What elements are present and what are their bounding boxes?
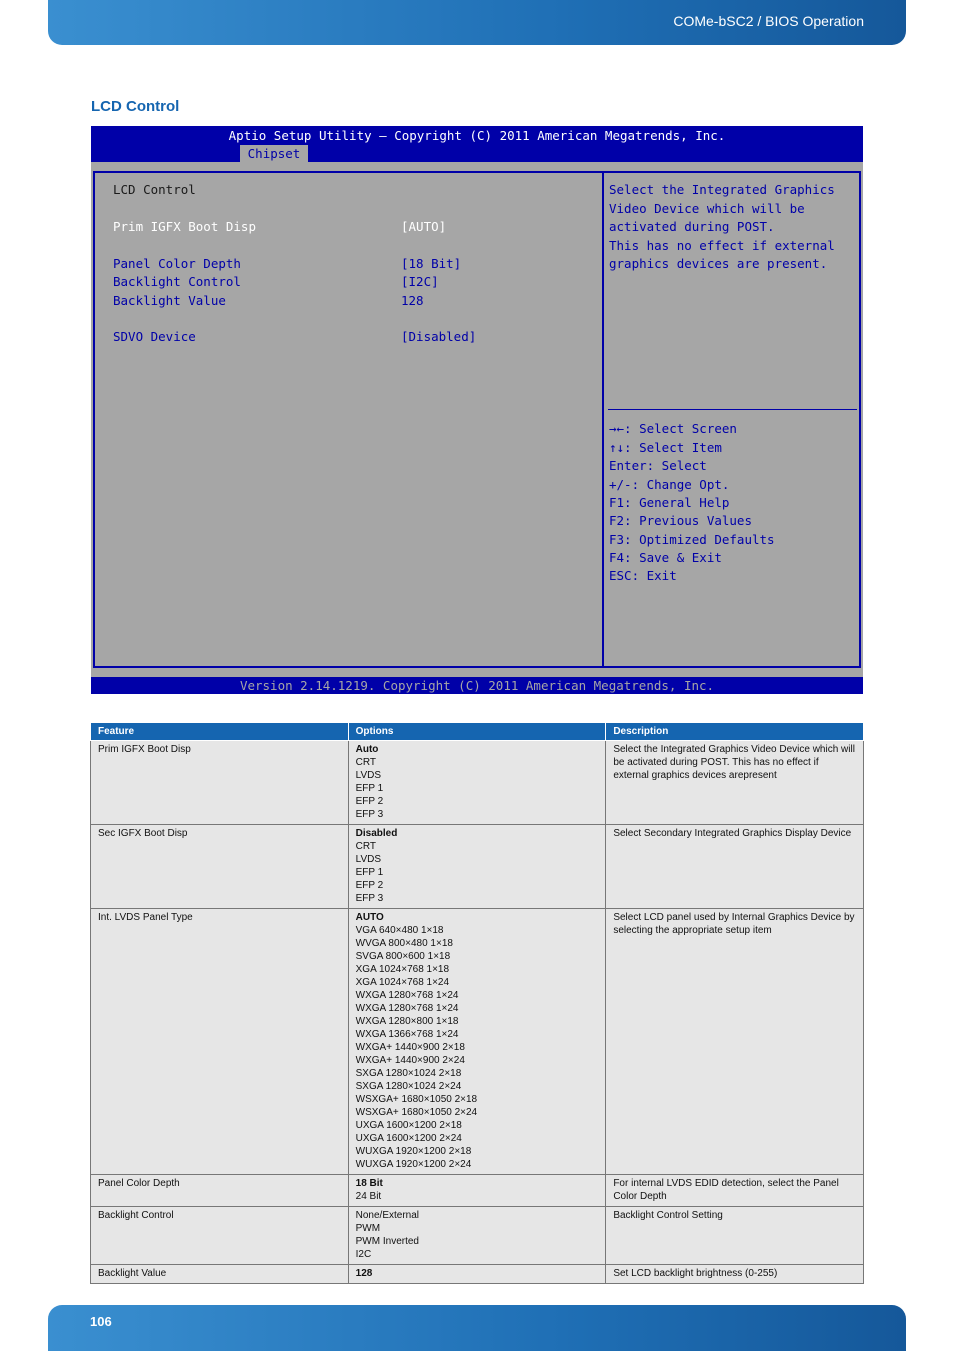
bios-value-backlight-value[interactable]: 128	[401, 293, 424, 308]
option: WXGA+ 1440×900 2×24	[355, 1055, 465, 1066]
bios-key-esc: ESC: Exit	[609, 568, 677, 583]
option: LVDS	[355, 770, 382, 781]
option: WUXGA 1920×1200 2×24	[355, 1159, 472, 1170]
header-title: COMe-bSC2 / BIOS Operation	[673, 13, 864, 29]
bios-item-prim-igfx[interactable]: Prim IGFX Boot Disp	[113, 219, 256, 234]
bios-help-line: Video Device which will be	[609, 201, 805, 216]
description-cell: Set LCD backlight brightness (0-255)	[606, 1265, 864, 1284]
option: WUXGA 1920×1200 2×18	[355, 1146, 472, 1157]
options-cell	[348, 1265, 606, 1284]
description-cell: For internal LVDS EDID detection, select the Panel Color Depth	[606, 1175, 864, 1207]
bios-title-bar	[91, 126, 863, 162]
bios-help-line: graphics devices are present.	[609, 256, 828, 271]
bios-value-prim-igfx[interactable]: [AUTO]	[401, 219, 447, 234]
header-description: Description	[606, 723, 864, 741]
description-cell: Select LCD panel used by Internal Graphics Device by selecting the appropriate setup item	[606, 909, 864, 1175]
bios-key-f2: F2: Previous Values	[609, 513, 752, 528]
page-footer	[48, 1305, 906, 1351]
option: EFP 2	[355, 880, 384, 891]
bios-key-change-opt: +/-: Change Opt.	[609, 477, 730, 492]
feature-cell: Sec IGFX Boot Disp	[91, 825, 349, 909]
table-row	[91, 1207, 864, 1265]
option: WSXGA+ 1680×1050 2×18	[355, 1094, 478, 1105]
bios-divider	[602, 171, 604, 668]
bios-copyright: Aptio Setup Utility – Copyright (C) 2011 American Megatrends, Inc.	[228, 128, 726, 143]
option: 24 Bit	[355, 1191, 382, 1202]
options-cell	[348, 1207, 606, 1265]
option: CRT	[355, 757, 377, 768]
description-cell: Select Secondary Integrated Graphics Display Device	[606, 825, 864, 909]
option: UXGA 1600×1200 2×24	[355, 1133, 462, 1144]
option: WXGA+ 1440×900 2×18	[355, 1042, 465, 1053]
option: EFP 1	[355, 783, 384, 794]
option: LVDS	[355, 854, 382, 865]
options-cell	[348, 909, 606, 1175]
tab-chipset[interactable]: Chipset	[240, 145, 308, 162]
bios-item-panel-color-depth[interactable]: Panel Color Depth	[113, 256, 241, 271]
option: SXGA 1280×1024 2×24	[355, 1081, 462, 1092]
options-cell	[348, 741, 606, 825]
option: None/External	[355, 1210, 420, 1221]
feature-cell: Prim IGFX Boot Disp	[91, 741, 349, 825]
bios-item-sdvo-device[interactable]: SDVO Device	[113, 329, 196, 344]
option: VGA 640×480 1×18	[355, 925, 444, 936]
feature-cell: Panel Color Depth	[91, 1175, 349, 1207]
header-options: Options	[348, 723, 606, 741]
option-default: Disabled	[355, 828, 398, 839]
bios-menu-title: LCD Control	[113, 182, 196, 197]
option: EFP 3	[355, 893, 384, 904]
table-row	[91, 1265, 864, 1284]
bios-help-line: Select the Integrated Graphics	[609, 182, 835, 197]
option: CRT	[355, 841, 377, 852]
options-cell	[348, 825, 606, 909]
option-default: 128	[355, 1268, 373, 1279]
option: WVGA 800×480 1×18	[355, 938, 453, 949]
bios-item-backlight-control[interactable]: Backlight Control	[113, 274, 241, 289]
option: PWM Inverted	[355, 1236, 419, 1247]
bios-help-line: activated during POST.	[609, 219, 775, 234]
feature-table	[90, 722, 864, 1284]
bios-key-select-screen: →←: Select Screen	[609, 421, 737, 436]
feature-cell: Backlight Control	[91, 1207, 349, 1265]
option: EFP 2	[355, 796, 384, 807]
option: EFP 1	[355, 867, 384, 878]
page-header	[48, 0, 906, 45]
option-default: 18 Bit	[355, 1178, 383, 1189]
bios-value-sdvo-device[interactable]: [Disabled]	[401, 329, 477, 344]
option: PWM	[355, 1223, 381, 1234]
option: I2C	[355, 1249, 372, 1260]
bios-help-line: This has no effect if external	[609, 238, 835, 253]
option-default: Auto	[355, 744, 379, 755]
bios-key-f4: F4: Save & Exit	[609, 550, 722, 565]
options-cell	[348, 1175, 606, 1207]
bios-screenshot	[91, 126, 863, 694]
bios-item-backlight-value[interactable]: Backlight Value	[113, 293, 226, 308]
option: SVGA 800×600 1×18	[355, 951, 451, 962]
description-cell: Backlight Control Setting	[606, 1207, 864, 1265]
option: UXGA 1600×1200 2×18	[355, 1120, 462, 1131]
table-row	[91, 741, 864, 825]
option: WXGA 1280×800 1×18	[355, 1016, 459, 1027]
header-feature: Feature	[91, 723, 349, 741]
bios-value-panel-color-depth[interactable]: [18 Bit]	[401, 256, 462, 271]
option: WXGA 1280×768 1×24	[355, 990, 459, 1001]
bios-version-bar: Version 2.14.1219. Copyright (C) 2011 American Megatrends, Inc.	[91, 677, 863, 694]
feature-cell: Int. LVDS Panel Type	[91, 909, 349, 1175]
bios-value-backlight-control[interactable]: [I2C]	[401, 274, 439, 289]
description-cell: Select the Integrated Graphics Video Device which will be activated during POST. This has no effect if external graphics devices arepresent	[606, 741, 864, 825]
bios-key-select-item: ↑↓: Select Item	[609, 440, 722, 455]
table-header-row	[91, 723, 864, 741]
option: XGA 1024×768 1×24	[355, 977, 450, 988]
section-title: LCD Control	[91, 98, 180, 115]
option: WSXGA+ 1680×1050 2×24	[355, 1107, 478, 1118]
bios-key-f1: F1: General Help	[609, 495, 730, 510]
option: WXGA 1280×768 1×24	[355, 1003, 459, 1014]
feature-cell: Backlight Value	[91, 1265, 349, 1284]
bios-help-separator	[608, 409, 857, 410]
option-default: AUTO	[355, 912, 384, 923]
bios-key-enter: Enter: Select	[609, 458, 707, 473]
table-row	[91, 909, 864, 1175]
option: SXGA 1280×1024 2×18	[355, 1068, 462, 1079]
option: XGA 1024×768 1×18	[355, 964, 450, 975]
table-row	[91, 1175, 864, 1207]
option: WXGA 1366×768 1×24	[355, 1029, 459, 1040]
table-row	[91, 825, 864, 909]
page-number: 106	[90, 1314, 112, 1329]
bios-key-f3: F3: Optimized Defaults	[609, 532, 775, 547]
option: EFP 3	[355, 809, 384, 820]
